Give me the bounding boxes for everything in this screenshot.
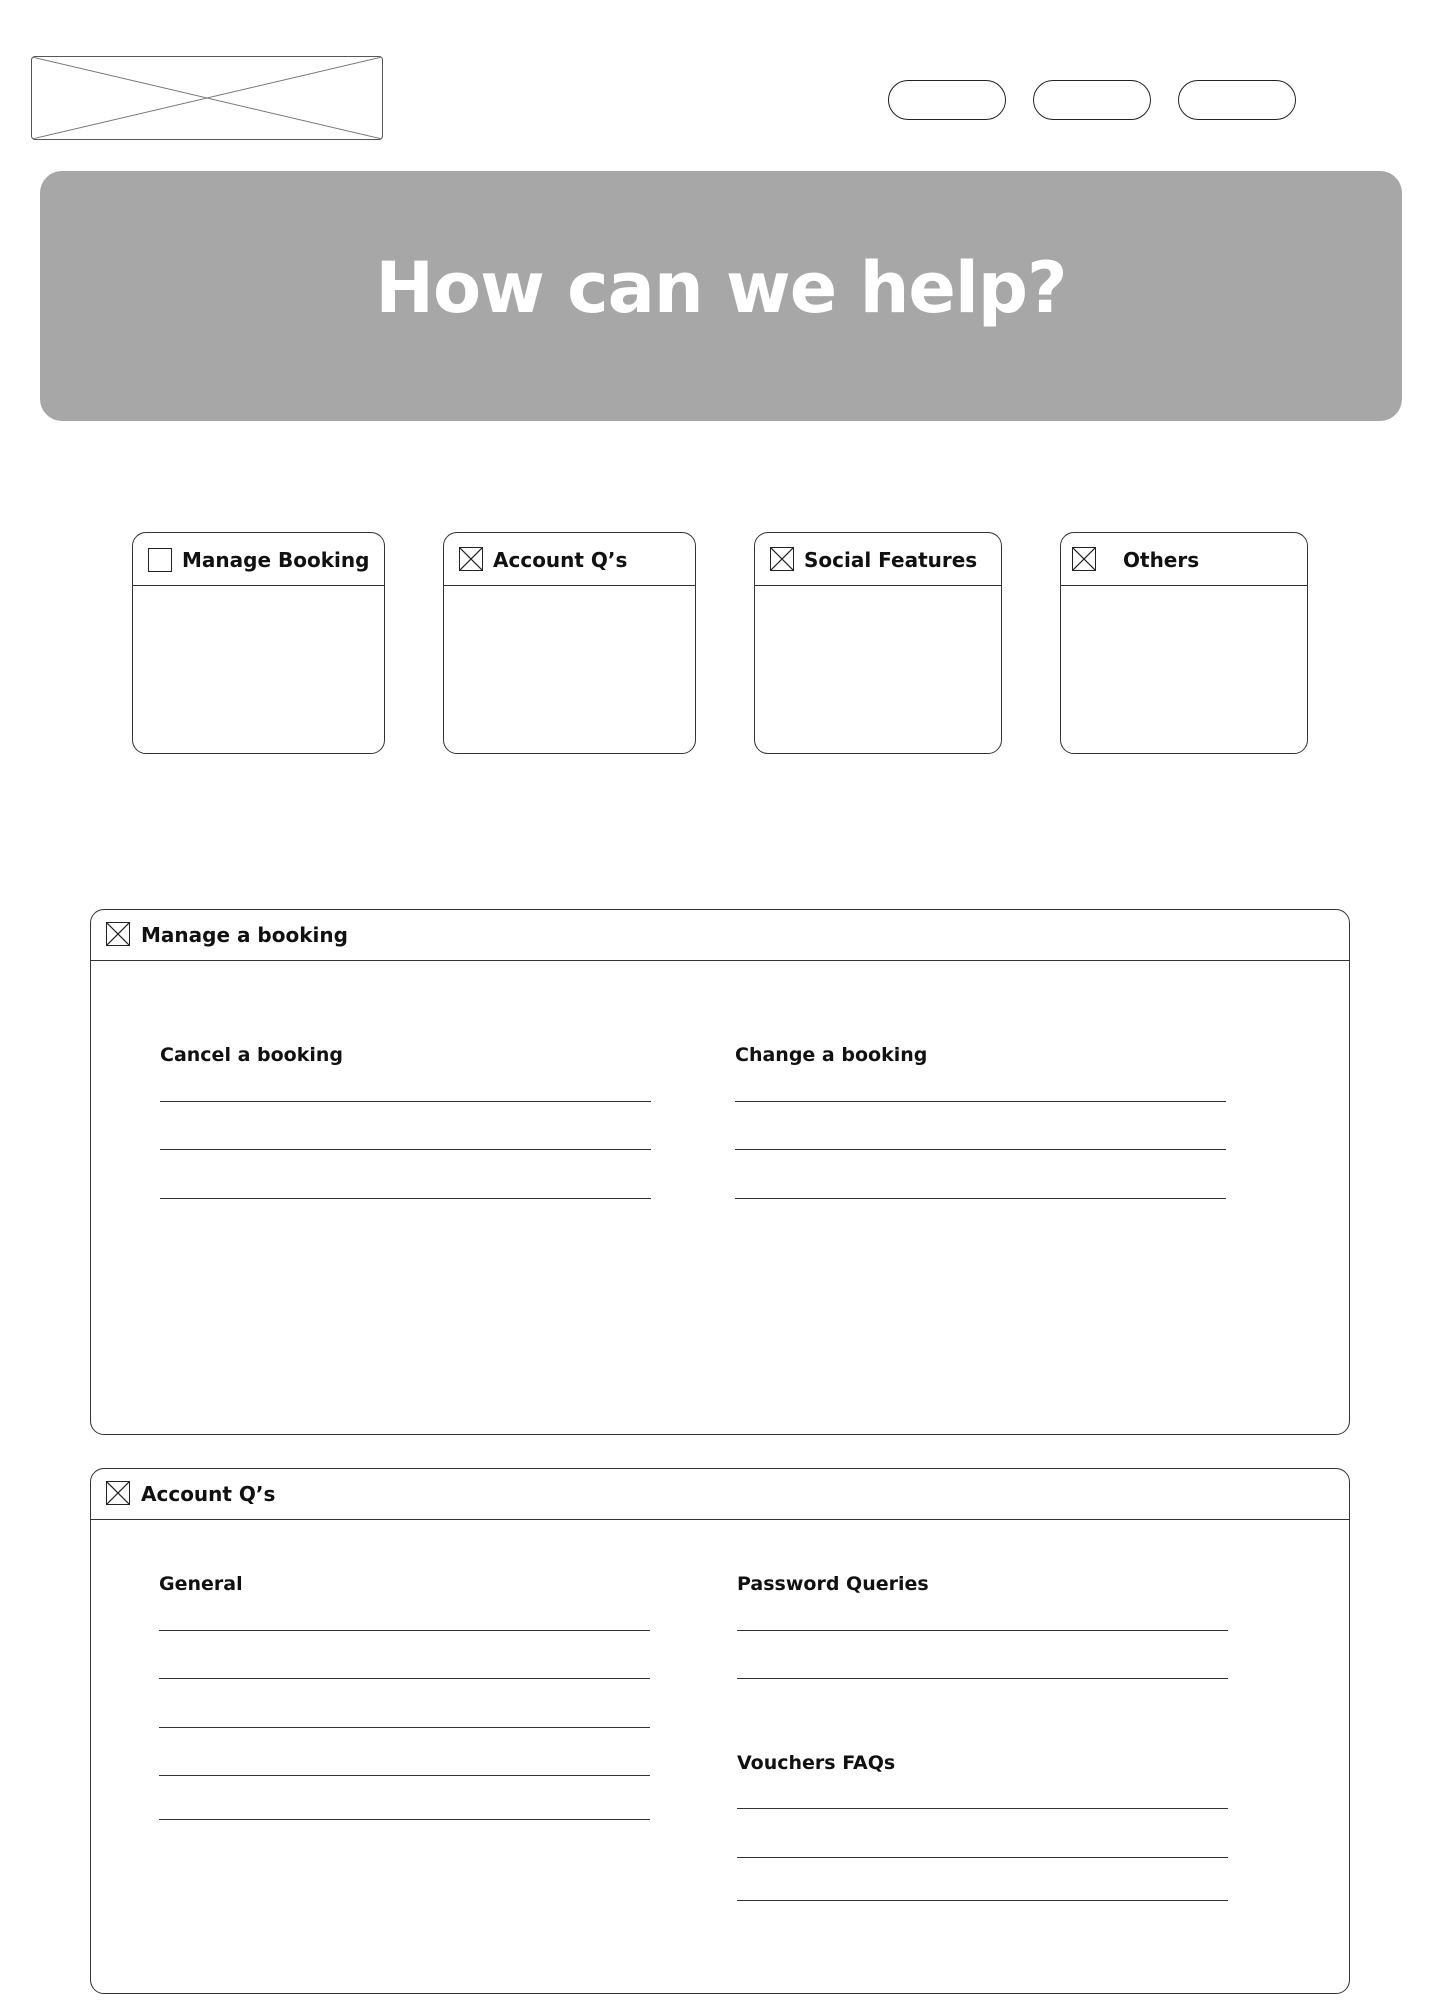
card-label: Others bbox=[1123, 548, 1200, 572]
link-placeholder[interactable] bbox=[159, 1727, 650, 1728]
section-header bbox=[91, 1469, 1349, 1520]
image-placeholder-icon bbox=[32, 57, 382, 139]
image-placeholder-icon bbox=[106, 1481, 130, 1505]
link-placeholder[interactable] bbox=[737, 1678, 1228, 1679]
link-placeholder[interactable] bbox=[160, 1149, 651, 1150]
image-placeholder-icon bbox=[106, 922, 130, 946]
section-title: Account Q’s bbox=[141, 1482, 276, 1506]
category-card-social-features[interactable] bbox=[754, 532, 1002, 754]
link-placeholder[interactable] bbox=[737, 1900, 1228, 1901]
subheading-password-queries: Password Queries bbox=[737, 1573, 929, 1595]
card-header bbox=[755, 533, 1001, 586]
subheading-vouchers-faqs: Vouchers FAQs bbox=[737, 1752, 896, 1774]
link-placeholder[interactable] bbox=[160, 1198, 651, 1199]
hero-banner bbox=[40, 171, 1402, 421]
link-placeholder[interactable] bbox=[737, 1808, 1228, 1809]
link-placeholder[interactable] bbox=[737, 1857, 1228, 1858]
nav-button-2[interactable] bbox=[1033, 80, 1151, 120]
link-placeholder[interactable] bbox=[159, 1630, 650, 1631]
card-header bbox=[133, 533, 384, 586]
link-placeholder[interactable] bbox=[160, 1101, 651, 1102]
card-label: Social Features bbox=[804, 548, 978, 572]
section-title: Manage a booking bbox=[141, 923, 348, 947]
link-placeholder[interactable] bbox=[737, 1630, 1228, 1631]
link-placeholder[interactable] bbox=[735, 1101, 1226, 1102]
link-placeholder[interactable] bbox=[159, 1819, 650, 1820]
section-header bbox=[91, 910, 1349, 961]
card-label: Account Q’s bbox=[493, 548, 628, 572]
category-card-others[interactable] bbox=[1060, 532, 1308, 754]
card-label: Manage Booking bbox=[182, 548, 370, 572]
section-manage-booking bbox=[90, 909, 1350, 1435]
hero-title: How can we help? bbox=[375, 247, 1067, 329]
image-placeholder-icon bbox=[1072, 547, 1096, 571]
subheading-general: General bbox=[159, 1573, 243, 1595]
subheading-cancel-booking: Cancel a booking bbox=[160, 1044, 343, 1066]
nav-button-3[interactable] bbox=[1178, 80, 1296, 120]
card-header bbox=[444, 533, 695, 586]
card-header bbox=[1061, 533, 1307, 586]
section-account bbox=[90, 1468, 1350, 1994]
link-placeholder[interactable] bbox=[159, 1678, 650, 1679]
image-placeholder-icon bbox=[770, 547, 794, 571]
logo-placeholder[interactable] bbox=[31, 56, 383, 140]
nav-button-1[interactable] bbox=[888, 80, 1006, 120]
link-placeholder[interactable] bbox=[735, 1198, 1226, 1199]
link-placeholder[interactable] bbox=[735, 1149, 1226, 1150]
image-placeholder-icon bbox=[459, 547, 483, 571]
category-card-account[interactable] bbox=[443, 532, 696, 754]
checkbox-icon bbox=[148, 548, 172, 572]
subheading-change-booking: Change a booking bbox=[735, 1044, 928, 1066]
link-placeholder[interactable] bbox=[159, 1775, 650, 1776]
category-card-manage-booking[interactable] bbox=[132, 532, 385, 754]
